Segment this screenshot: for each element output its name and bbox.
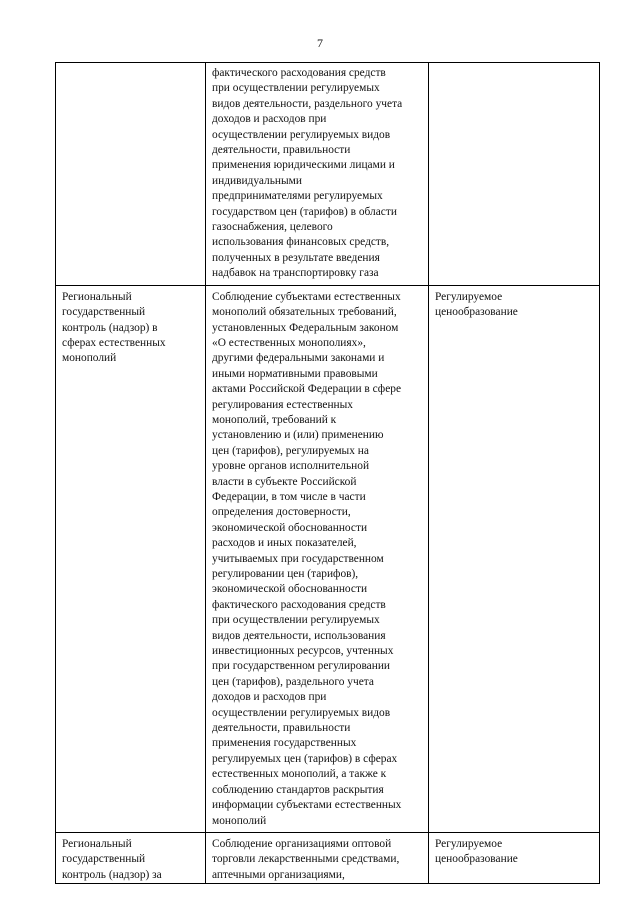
control-type-cell <box>56 63 206 286</box>
regulated-area-text: Регулируемое ценообразование <box>435 837 518 866</box>
regulated-area-cell: Регулируемое ценообразование <box>429 285 600 832</box>
control-type-cell: Региональный государственный контроль (надзор) в сферах естественных монополий <box>56 285 206 832</box>
control-types-table <box>55 62 600 884</box>
control-object-cell: Соблюдение субъектами естественных монополий обязательных требований, установленных Федеральным законом «О естественных монополиях», другими федеральными законами и иными нормативными правовыми актами Российской Федерации в сфере регулирования естественных монополий, требований к установлению и (или) применению цен (тарифов), регулируемых на уровне органов исполнительной власти в субъекте Российской Федерации, в том числе в части определения достоверности, экономической обоснованности расходов и иных показателей, учитываемых при государственном регулировании цен (тарифов), экономической обоснованности фактического расходования средств при осуществлении регулируемых видов деятельности, использования инвестиционных ресурсов, учтенных при государственном регулировании цен (тарифов), раздельного учета доходов и расходов при осуществлении регулируемых видов деятельности, правильности применения государственных регулируемых цен (тарифов) в сферах естественных монополий, а также к соблюдению стандартов раскрытия информации субъектами естественных монополий <box>206 285 429 832</box>
regulated-area-cell <box>429 63 600 286</box>
control-type-cell <box>56 832 206 883</box>
page-number: 7 <box>317 36 323 50</box>
control-object-cell: фактического расходования средств при осуществлении регулируемых видов деятельности, раздельного учета доходов и расходов при осуществлении регулируемых видов деятельности, правильности применения юридическими лицами и индивидуальными предпринимателями регулируемых государством цен (тарифов) в области газоснабжения, целевого использования финансовых средств, полученных в результате введения надбавок на транспортировку газа <box>206 63 429 286</box>
control-type-text: Региональный государственный контроль (надзор) за <box>62 837 162 881</box>
regulated-area-cell <box>429 832 600 883</box>
table-row <box>56 63 600 286</box>
control-object-text: Соблюдение организациями оптовой торговли лекарственными средствами, аптечными организациями, <box>212 837 400 881</box>
table-row <box>56 285 600 832</box>
table-row <box>56 832 600 883</box>
control-object-cell <box>206 832 429 883</box>
